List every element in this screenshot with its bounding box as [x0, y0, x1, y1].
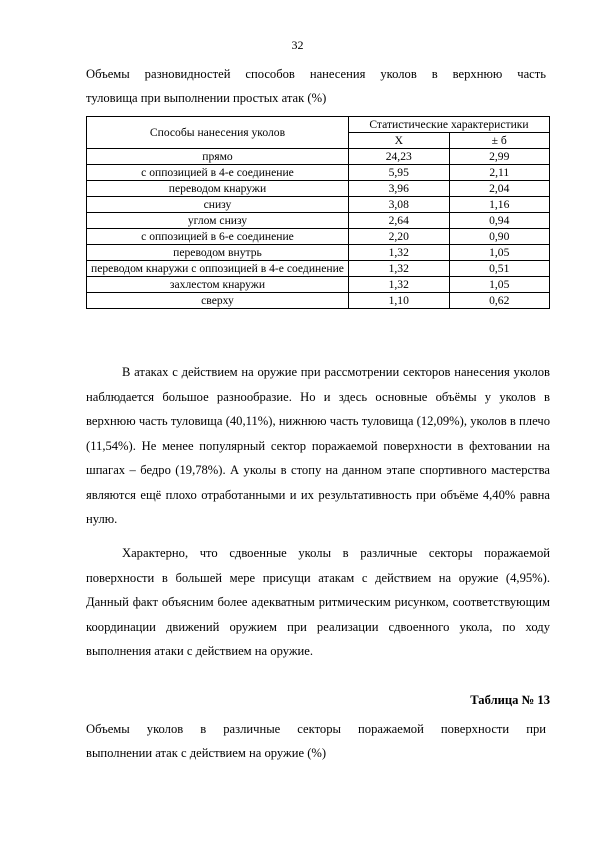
table-row [87, 293, 550, 309]
statistics-table [86, 116, 550, 309]
sd-cell: 2,11 [449, 165, 549, 181]
mean-cell: 1,10 [348, 293, 449, 309]
table-row [87, 245, 550, 261]
mean-cell: 3,08 [348, 197, 449, 213]
method-cell: переводом внутрь [87, 245, 349, 261]
sd-cell: 1,16 [449, 197, 549, 213]
method-cell: углом снизу [87, 213, 349, 229]
sd-cell: 0,62 [449, 293, 549, 309]
sd-cell: 2,04 [449, 181, 549, 197]
table-row [87, 181, 550, 197]
body-paragraph-2 [86, 541, 550, 664]
sd-cell: 0,51 [449, 261, 549, 277]
method-cell: захлестом кнаружи [87, 277, 349, 293]
table-caption [86, 62, 546, 110]
mean-cell: 5,95 [348, 165, 449, 181]
sd-cell: 0,94 [449, 213, 549, 229]
page-number: 32 [291, 38, 304, 52]
mean-cell: 1,32 [348, 261, 449, 277]
method-cell: с оппозицией в 4-е соединение [87, 165, 349, 181]
next-table-caption-line-1: Объемы уколов в различные секторы поражаемой поверхности при [86, 722, 546, 736]
method-cell: сверху [87, 293, 349, 309]
paragraph-2-text: Характерно, что сдвоенные уколы в различные секторы поражаемой поверхности в большей мере присущи атакам с действием на оружие (4,95%). Данный факт объясним более адекватным ритмическим рисунком, соответствующим координации движений оружием при реализации сдвоенного укола, по ходу выполнения атаки с действием на оружие. [86, 546, 550, 658]
method-cell: прямо [87, 149, 349, 165]
table-row [87, 213, 550, 229]
stats-column-header: Статистические характеристики [348, 117, 549, 133]
method-cell: с оппозицией в 6-е соединение [87, 229, 349, 245]
mean-column-header: X [348, 133, 449, 149]
table-label: Таблица № 13 [470, 693, 550, 707]
table-caption-line-1: Объемы разновидностей способов нанесения уколов в верхнюю часть [86, 67, 546, 81]
method-column-header: Способы нанесения уколов [87, 117, 349, 149]
method-cell: снизу [87, 197, 349, 213]
sd-cell: 0,90 [449, 229, 549, 245]
method-cell: переводом кнаружи с оппозицией в 4-е соединение [87, 261, 349, 277]
sd-cell: 1,05 [449, 245, 549, 261]
table-row [87, 149, 550, 165]
mean-cell: 1,32 [348, 277, 449, 293]
sd-cell: 1,05 [449, 277, 549, 293]
table-row [87, 261, 550, 277]
table-row [87, 165, 550, 181]
method-cell: переводом кнаружи [87, 181, 349, 197]
table-row [87, 197, 550, 213]
mean-cell: 24,23 [348, 149, 449, 165]
body-paragraph-1 [86, 360, 550, 532]
mean-cell: 3,96 [348, 181, 449, 197]
mean-cell: 2,64 [348, 213, 449, 229]
next-table-caption-line-2: выполнении атак с действием на оружие (%) [86, 746, 327, 760]
table-row [87, 277, 550, 293]
table-row [87, 229, 550, 245]
sd-column-header: ± б [449, 133, 549, 149]
sd-cell: 2,99 [449, 149, 549, 165]
next-table-caption [86, 717, 546, 765]
mean-cell: 1,32 [348, 245, 449, 261]
mean-cell: 2,20 [348, 229, 449, 245]
paragraph-1-text: В атаках с действием на оружие при рассмотрении секторов нанесения уколов наблюдается большое разнообразие. Но и здесь основные объёмы у уколов в верхнюю часть туловища (40,11%), нижнюю часть туловища (12,09%), уколов в плечо (11,54%). Не менее популярный сектор поражаемой поверхности в фехтовании на шпагах – бедро (19,78%). А уколы в стопу на данном этапе спортивного мастерства являются ещё плохо отработанными и их результативность при объёме 4,40% равна нулю. [86, 365, 550, 526]
table-caption-line-2: туловища при выполнении простых атак (%) [86, 91, 327, 105]
